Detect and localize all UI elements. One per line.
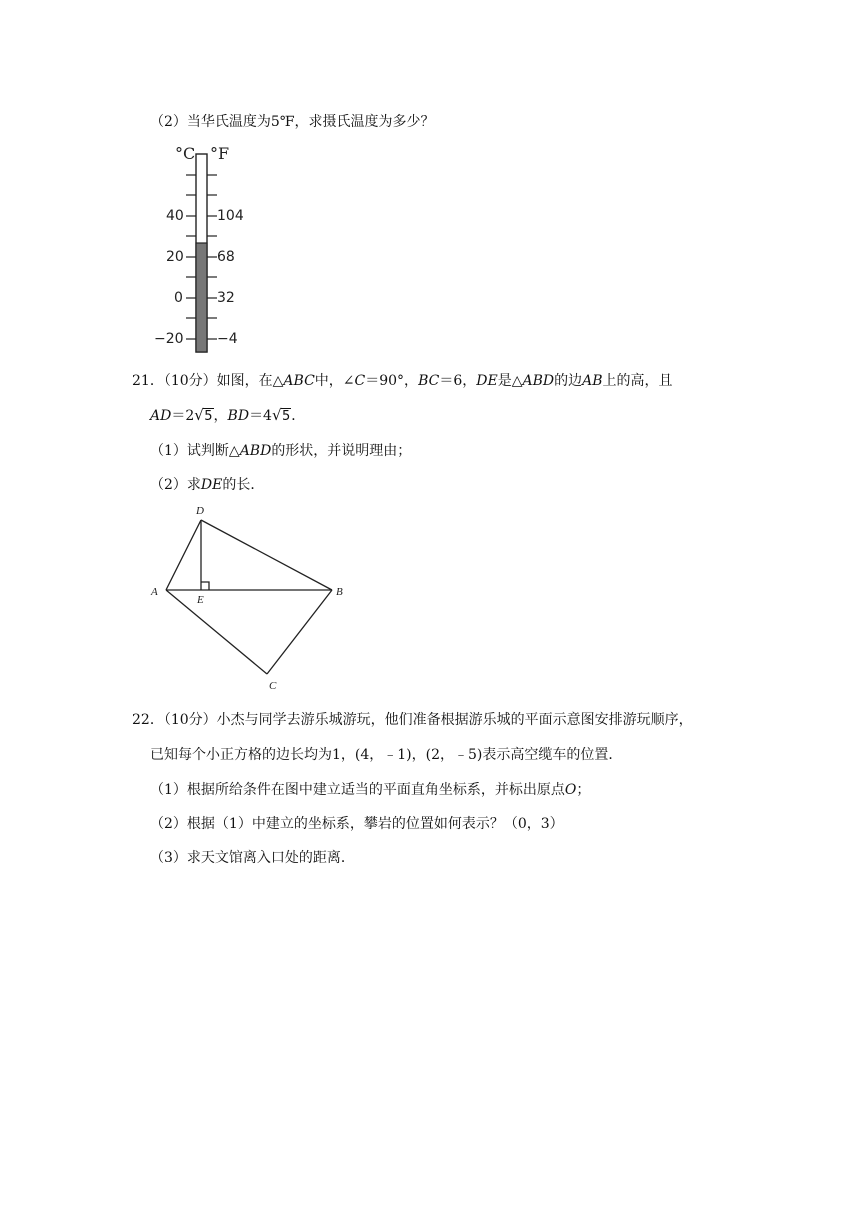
- celsius-label-0: 0: [174, 290, 183, 306]
- point-label-c: C: [269, 680, 277, 692]
- q21-text-a: 21．（10分）如图，在△: [132, 373, 284, 389]
- point-label-b: B: [336, 586, 343, 598]
- fahrenheit-unit: °F: [210, 144, 230, 163]
- point-label-a: A: [151, 586, 158, 598]
- q21-2-post: 的长．: [222, 477, 265, 493]
- sqrt-ad-radicand: 5: [204, 409, 213, 424]
- q21-text-e: 是△: [497, 373, 523, 389]
- fahrenheit-label-68: 68: [217, 249, 235, 265]
- segment-bc: [267, 590, 332, 674]
- q22-line2: 已知每个小正方格的边长均为1，(4，﹣1)，(2，﹣5)表示高空缆车的位置．: [150, 747, 623, 763]
- q21-2-pre: （2）求: [150, 477, 201, 493]
- sqrt-bd-radicand: 5: [281, 409, 291, 424]
- q21-1-post: 的形状，并说明理由；: [271, 443, 412, 459]
- segment-db: [201, 520, 332, 590]
- right-angle-mark: [201, 582, 209, 590]
- q21-var-ab: AB: [582, 373, 603, 389]
- q21-sep: ，: [213, 408, 228, 424]
- fahrenheit-label-neg4: −4: [217, 331, 238, 347]
- segment-ac: [166, 590, 267, 674]
- q22-part3: （3）求天文馆离入口处的距离．: [150, 850, 355, 866]
- q21-1-abd: ABD: [239, 443, 272, 459]
- q22-part2: （2）根据（1）中建立的坐标系，攀岩的位置如何表示？（0，3）: [150, 816, 564, 832]
- celsius-label-neg20: −20: [154, 331, 184, 347]
- q21-var-abc: ABC: [283, 373, 315, 389]
- q21-text-b: 中，∠: [314, 373, 355, 389]
- q21-end: ．: [291, 408, 306, 424]
- celsius-label-20: 20: [166, 249, 184, 265]
- sqrt-ad: √ 5: [194, 406, 213, 424]
- q21-var-abd: ABD: [522, 373, 555, 389]
- celsius-label-40: 40: [166, 208, 184, 224]
- point-label-e: E: [197, 594, 204, 606]
- q21-eq-4: ＝4: [249, 408, 272, 424]
- celsius-unit: °C: [175, 144, 196, 163]
- q21-var-bd: BD: [227, 408, 250, 424]
- fahrenheit-label-104: 104: [217, 208, 244, 224]
- q21-text-c: ＝90°，: [365, 373, 419, 389]
- q21-var-ad: AD: [150, 408, 172, 424]
- q21-var-de: DE: [476, 373, 498, 389]
- q21-text-d: ＝6，: [439, 373, 477, 389]
- q21-var-c: C: [354, 373, 366, 389]
- segment-ad: [166, 520, 201, 590]
- q22-intro: 22．（10分）小杰与同学去游乐城游玩，他们准备根据游乐城的平面示意图安排游玩顺序，: [132, 712, 693, 728]
- q22-1-o: O: [564, 782, 577, 798]
- point-label-d: D: [196, 505, 204, 517]
- q20-part2: （2）当华氏温度为5℉，求摄氏温度为多少？: [150, 114, 435, 130]
- q22-1-post: ；: [576, 782, 591, 798]
- q22-part1: [150, 780, 590, 800]
- q21-text-f: 的边: [554, 373, 583, 389]
- q21-1-pre: （1）试判断△: [150, 443, 240, 459]
- q21-var-bc: BC: [418, 373, 440, 389]
- q21-text-g: 上的高，且: [602, 373, 673, 389]
- q22-1-pre: （1）根据所给条件在图中建立适当的平面直角坐标系，并标出原点: [150, 782, 565, 798]
- sqrt-bd: √ 5: [271, 406, 291, 424]
- q21-eq-2: ＝2: [171, 408, 195, 424]
- q21-2-de: DE: [200, 477, 223, 493]
- fahrenheit-label-32: 32: [217, 290, 235, 306]
